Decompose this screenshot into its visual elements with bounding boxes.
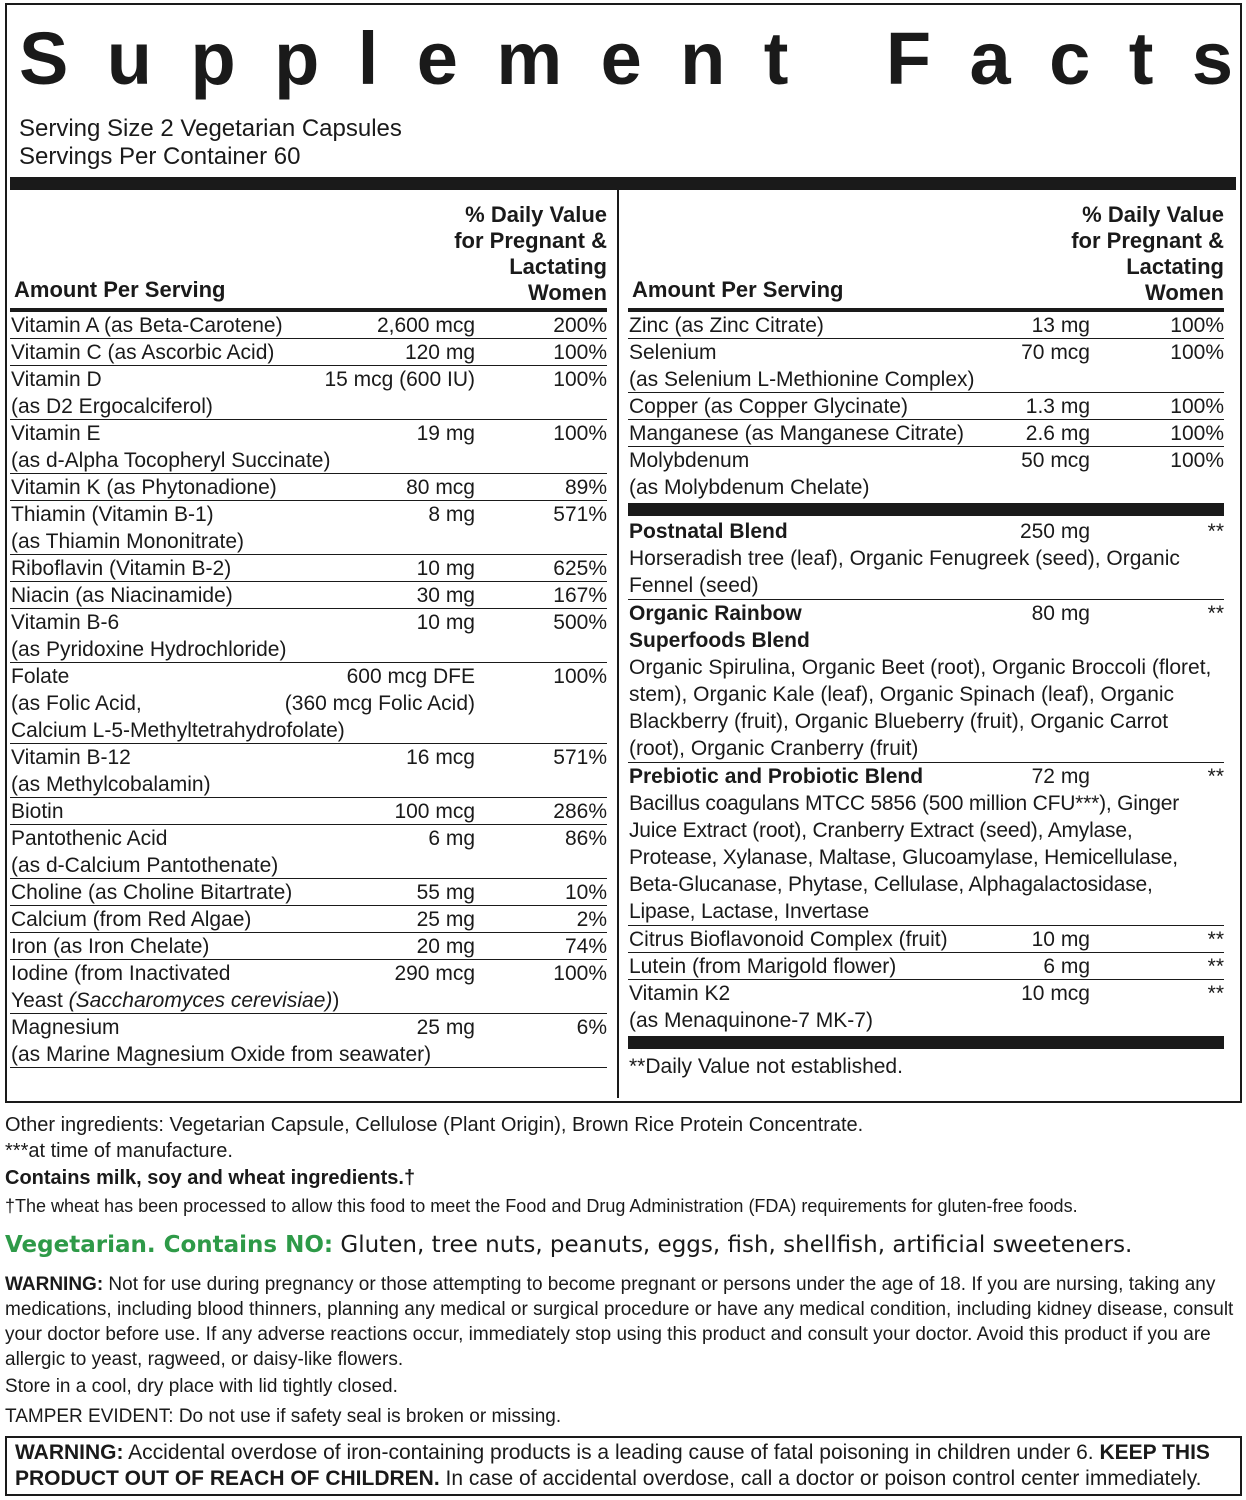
nutrient-amount: 10 mg (1031, 928, 1090, 951)
nutrient-row-folate (10, 663, 607, 744)
gluten-note: †The wheat has been processed to allow this food to meet the Food and Drug Administration (FDA) requirements for gluten-free foods. (5, 1196, 1078, 1216)
nutrient-row (10, 582, 607, 609)
iodine-close: ) (332, 989, 340, 1012)
nutrient-amount: 10 mg (416, 557, 475, 580)
nutrient-row (10, 474, 607, 501)
blend-amount: 80 mg (1031, 602, 1090, 625)
nutrient-row (10, 366, 607, 420)
nutrient-name: Magnesium (11, 1016, 120, 1039)
nutrient-name: Iodine (from Inactivated (11, 962, 231, 985)
nutrient-amount: 15 mcg (600 IU) (324, 368, 475, 391)
nutrient-dv: 100% (553, 962, 607, 985)
nutrient-dv: 74% (564, 935, 607, 958)
warning-text: Not for use during pregnancy or those attempting to become pregnant or persons under the age of 18. If you are nursing, taking any medications, including blood thinners, planning any medical or surgical procedure or have any medical condition, including kidney disease, consult your doctor before use. If any adverse reactions occur, immediately stop using this product and consult your doctor. Avoid this product if you are allergic to yeast, ragweed, or daisy-like flowers. (5, 1274, 1234, 1370)
nutrient-name-detail: (as d-Alpha Tocopheryl Succinate) (11, 449, 331, 472)
iodine-yeast: Yeast (11, 989, 69, 1012)
nutrient-name: Vitamin K2 (629, 982, 731, 1005)
nutrient-row (10, 555, 607, 582)
left-rows-bottom (10, 1014, 607, 1068)
daily-value-header: % Daily Value for Pregnant & Lactating Women (454, 202, 607, 305)
extra-rows (628, 926, 1224, 1034)
nutrient-row (10, 825, 607, 879)
nutrient-dv: 100% (1170, 341, 1224, 364)
nutrient-name: Vitamin K (as Phytonadione) (11, 476, 277, 499)
nutrient-row (10, 798, 607, 825)
nutrient-dv: 89% (564, 476, 607, 499)
blend-dv: ** (1207, 765, 1224, 788)
nutrient-amount: 120 mg (404, 341, 475, 364)
nutrient-dv: 10% (564, 881, 607, 904)
nutrient-dv: 100% (1170, 395, 1224, 418)
iodine-species: (Saccharomyces cerevisiae) (68, 989, 333, 1012)
nutrient-name: Molybdenum (629, 449, 750, 472)
nutrient-name: Citrus Bioflavonoid Complex (fruit) (629, 928, 948, 951)
nutrient-name-detail: (as D2 Ergocalciferol) (11, 395, 213, 418)
panel-title (19, 19, 1233, 99)
daily-value-header: % Daily Value for Pregnant & Lactating Women (1071, 202, 1224, 305)
title-letter: p (274, 17, 320, 100)
blend-title: Postnatal Blend (629, 520, 788, 543)
nutrient-row (10, 501, 607, 555)
nutrient-name: Folate (11, 665, 70, 688)
title-letter: S (19, 17, 69, 100)
blend-dv: ** (1207, 602, 1224, 625)
nutrient-dv: ** (1207, 982, 1224, 1005)
nutrient-amount: 2.6 mg (1025, 422, 1090, 445)
nutrient-name: Calcium (from Red Algae) (11, 908, 252, 931)
nutrient-name-detail (11, 987, 339, 1014)
other-ingredients: Other ingredients: Vegetarian Capsule, Cellulose (Plant Origin), Brown Rice Protein Concentrate. (5, 1114, 864, 1136)
nutrient-row (10, 906, 607, 933)
nutrient-dv: 6% (576, 1016, 607, 1039)
title-letter: u (106, 17, 152, 100)
nutrient-amount: 1.3 mg (1025, 395, 1090, 418)
iron-warning-text: Accidental overdose of iron-containing products is a leading cause of fatal poisoning in children under 6. (123, 1441, 1100, 1464)
nutrient-name: Biotin (11, 800, 64, 823)
left-column (10, 190, 607, 1068)
iron-warning-bold: KEEP THIS PRODUCT OUT OF REACH OF CHILDREN. (15, 1441, 1210, 1490)
blend-ingredients: Organic Spirulina, Organic Beet (root), Organic Broccoli (floret, stem), Organic Kale (leaf), Organic Spinach (leaf), Organic Blackberry (fruit), Organic Blueberry (fruit), Organic Carrot (root), Organic Cranberry (fruit) (629, 656, 1212, 760)
title-letter: e (600, 17, 642, 100)
column-divider (617, 190, 619, 1098)
blend-ingredients: Bacillus coagulans MTCC 5856 (500 million CFU***), Ginger Juice Extract (root), Cranberry Extract (seed), Amylase, Protease, Xylanase, Maltase, Glucoamylase, Hemicellulase, Beta-Glucanase, Phytase, Cellulase, Alphagalactosidase, Lipase, Lactase, Invertase (629, 792, 1179, 923)
nutrient-dv: 100% (553, 422, 607, 445)
nutrient-row-iodine (10, 960, 607, 1014)
nutrient-row (10, 1014, 607, 1068)
nutrient-row (10, 879, 607, 906)
title-letter: s (1191, 17, 1233, 100)
nutrient-amount: 16 mcg (406, 746, 475, 769)
allergen-statement: Contains milk, soy and wheat ingredients.† (5, 1167, 416, 1189)
title-letter: e (416, 17, 458, 100)
column-header (628, 190, 1224, 308)
nutrient-row (628, 953, 1224, 980)
blend-amount: 72 mg (1031, 765, 1090, 788)
nutrient-dv: 625% (553, 557, 607, 580)
mineral-rows (628, 312, 1224, 501)
nutrient-dv: 286% (553, 800, 607, 823)
nutrient-name-detail: (as d-Calcium Pantothenate) (11, 854, 279, 877)
nutrient-name: Vitamin B-12 (11, 746, 131, 769)
nutrient-row (10, 312, 607, 339)
storage-note: Store in a cool, dry place with lid tightly closed. (5, 1376, 398, 1397)
nutrient-dv: 500% (553, 611, 607, 634)
nutrient-row (628, 339, 1224, 393)
nutrient-name-detail: (as Selenium L-Methionine Complex) (629, 368, 975, 391)
blend-title: Organic Rainbow (629, 602, 802, 625)
nutrient-name: Thiamin (Vitamin B-1) (11, 503, 214, 526)
nutrient-row (628, 980, 1224, 1034)
nutrient-amount: 10 mcg (1021, 982, 1090, 1005)
nutrient-amount: 25 mg (416, 908, 475, 931)
nutrient-row (628, 926, 1224, 953)
nutrient-amount: 55 mg (416, 881, 475, 904)
nutrient-amount-detail: (360 mcg Folic Acid) (284, 692, 475, 715)
nutrient-row (10, 420, 607, 474)
column-header (10, 190, 607, 308)
iron-warning-label: WARNING: (15, 1441, 124, 1464)
nutrient-name: Zinc (as Zinc Citrate) (629, 314, 824, 337)
usage-warning (5, 1272, 1241, 1372)
title-space (827, 19, 848, 99)
nutrient-amount: 100 mcg (394, 800, 475, 823)
iron-warning-text2: In case of accidental overdose, call a doctor or poison control center immediately. (439, 1467, 1202, 1490)
nutrient-amount: 6 mg (428, 827, 475, 850)
nutrient-name: Vitamin C (as Ascorbic Acid) (11, 341, 275, 364)
nutrient-row (10, 744, 607, 798)
nutrient-name-detail: Calcium L-5-Methyltetrahydrofolate) (11, 719, 345, 742)
nutrient-dv: 100% (553, 341, 607, 364)
nutrient-dv: 100% (1170, 422, 1224, 445)
nutrient-row (628, 393, 1224, 420)
blend-postnatal (628, 518, 1224, 600)
footnote-thick-bar (628, 1036, 1224, 1049)
nutrient-name: Vitamin A (as Beta-Carotene) (11, 314, 283, 337)
title-letter: t (763, 17, 789, 100)
blend-amount: 250 mg (1019, 520, 1090, 543)
nutrient-name: Selenium (629, 341, 717, 364)
nutrient-dv: 100% (1170, 449, 1224, 472)
title-letter: t (1128, 17, 1154, 100)
nutrient-dv: ** (1207, 955, 1224, 978)
nutrient-name: Niacin (as Niacinamide) (11, 584, 233, 607)
nutrient-name: Vitamin D (11, 368, 102, 391)
title-letter: p (190, 17, 236, 100)
amount-per-serving-label: Amount Per Serving (632, 277, 844, 302)
iron-warning-box (5, 1436, 1242, 1496)
right-column (628, 190, 1224, 1080)
nutrient-dv: 200% (553, 314, 607, 337)
nutrient-amount: 290 mcg (394, 962, 475, 985)
nutrient-amount: 8 mg (428, 503, 475, 526)
manufacture-note: ***at time of manufacture. (5, 1140, 233, 1162)
nutrient-name-detail: (as Molybdenum Chelate) (629, 476, 870, 499)
serving-size: Serving Size 2 Vegetarian Capsules (19, 115, 402, 142)
title-letter: n (680, 17, 726, 100)
nutrient-name-detail: (as Marine Magnesium Oxide from seawater) (11, 1043, 432, 1066)
nutrient-dv: 571% (553, 746, 607, 769)
title-letter: l (357, 17, 379, 100)
nutrient-dv: 167% (553, 584, 607, 607)
blend-title: Prebiotic and Probiotic Blend (629, 765, 924, 788)
servings-per-container: Servings Per Container 60 (19, 143, 301, 170)
nutrient-amount: 2,600 mcg (376, 314, 475, 337)
nutrient-row (10, 609, 607, 663)
nutrient-name: Pantothenic Acid (11, 827, 168, 850)
nutrient-name: Copper (as Copper Glycinate) (629, 395, 908, 418)
vegetarian-label: Vegetarian. Contains NO: (5, 1232, 334, 1258)
nutrient-name: Vitamin B-6 (11, 611, 120, 634)
daily-value-note: **Daily Value not established. (629, 1055, 903, 1078)
left-rows-top (10, 312, 607, 663)
blend-title-line2: Superfoods Blend (629, 629, 810, 652)
nutrient-dv: ** (1207, 928, 1224, 951)
nutrient-name: Vitamin E (11, 422, 101, 445)
nutrient-dv: 100% (553, 665, 607, 688)
title-letter: a (969, 17, 1011, 100)
nutrient-amount: 70 mcg (1021, 341, 1090, 364)
title-letter: c (1049, 17, 1091, 100)
nutrient-amount: 80 mcg (406, 476, 475, 499)
nutrient-name: Choline (as Choline Bitartrate) (11, 881, 293, 904)
nutrient-row (10, 933, 607, 960)
nutrient-name: Manganese (as Manganese Citrate) (629, 422, 965, 445)
blend-probiotic (628, 763, 1224, 926)
vegetarian-statement (5, 1230, 1132, 1260)
tamper-note: TAMPER EVIDENT: Do not use if safety seal is broken or missing. (5, 1406, 562, 1427)
nutrient-dv: 2% (576, 908, 607, 931)
nutrient-amount: 6 mg (1043, 955, 1090, 978)
nutrient-dv: 571% (553, 503, 607, 526)
left-rows-middle (10, 744, 607, 960)
nutrient-dv: 86% (564, 827, 607, 850)
nutrient-name-detail: (as Menaquinone-7 MK-7) (629, 1009, 873, 1032)
nutrient-amount: 50 mcg (1021, 449, 1090, 472)
nutrient-row (628, 312, 1224, 339)
nutrient-row (628, 420, 1224, 447)
nutrient-name-detail: (as Thiamin Mononitrate) (11, 530, 245, 553)
nutrient-row (10, 339, 607, 366)
nutrient-amount: 30 mg (416, 584, 475, 607)
title-letter: m (496, 17, 563, 100)
nutrient-dv: 100% (553, 368, 607, 391)
title-letter: F (885, 17, 932, 100)
blend-rainbow (628, 600, 1224, 763)
blend-ingredients: Horseradish tree (leaf), Organic Fenugreek (seed), Organic Fennel (seed) (629, 547, 1180, 597)
nutrient-name: Iron (as Iron Chelate) (11, 935, 210, 958)
nutrient-amount: 20 mg (416, 935, 475, 958)
nutrient-name: Riboflavin (Vitamin B-2) (11, 557, 232, 580)
nutrient-name: Lutein (from Marigold flower) (629, 955, 897, 978)
nutrient-name-detail: (as Methylcobalamin) (11, 773, 211, 796)
warning-label: WARNING: (5, 1274, 104, 1295)
nutrient-amount: 600 mcg DFE (346, 665, 475, 688)
amount-per-serving-label: Amount Per Serving (14, 277, 226, 302)
nutrient-amount: 13 mg (1031, 314, 1090, 337)
blend-dv: ** (1207, 520, 1224, 543)
nutrient-dv: 100% (1170, 314, 1224, 337)
header-thick-bar (10, 177, 1236, 190)
nutrient-amount: 19 mg (416, 422, 475, 445)
nutrient-amount: 10 mg (416, 611, 475, 634)
nutrient-name-detail: (as Pyridoxine Hydrochloride) (11, 638, 287, 661)
blend-thick-bar (628, 503, 1224, 516)
nutrient-name-detail: (as Folic Acid, (11, 692, 142, 715)
vegetarian-text: Gluten, tree nuts, peanuts, eggs, fish, shellfish, artificial sweeteners. (333, 1232, 1133, 1258)
nutrient-amount: 25 mg (416, 1016, 475, 1039)
nutrient-row (628, 447, 1224, 501)
